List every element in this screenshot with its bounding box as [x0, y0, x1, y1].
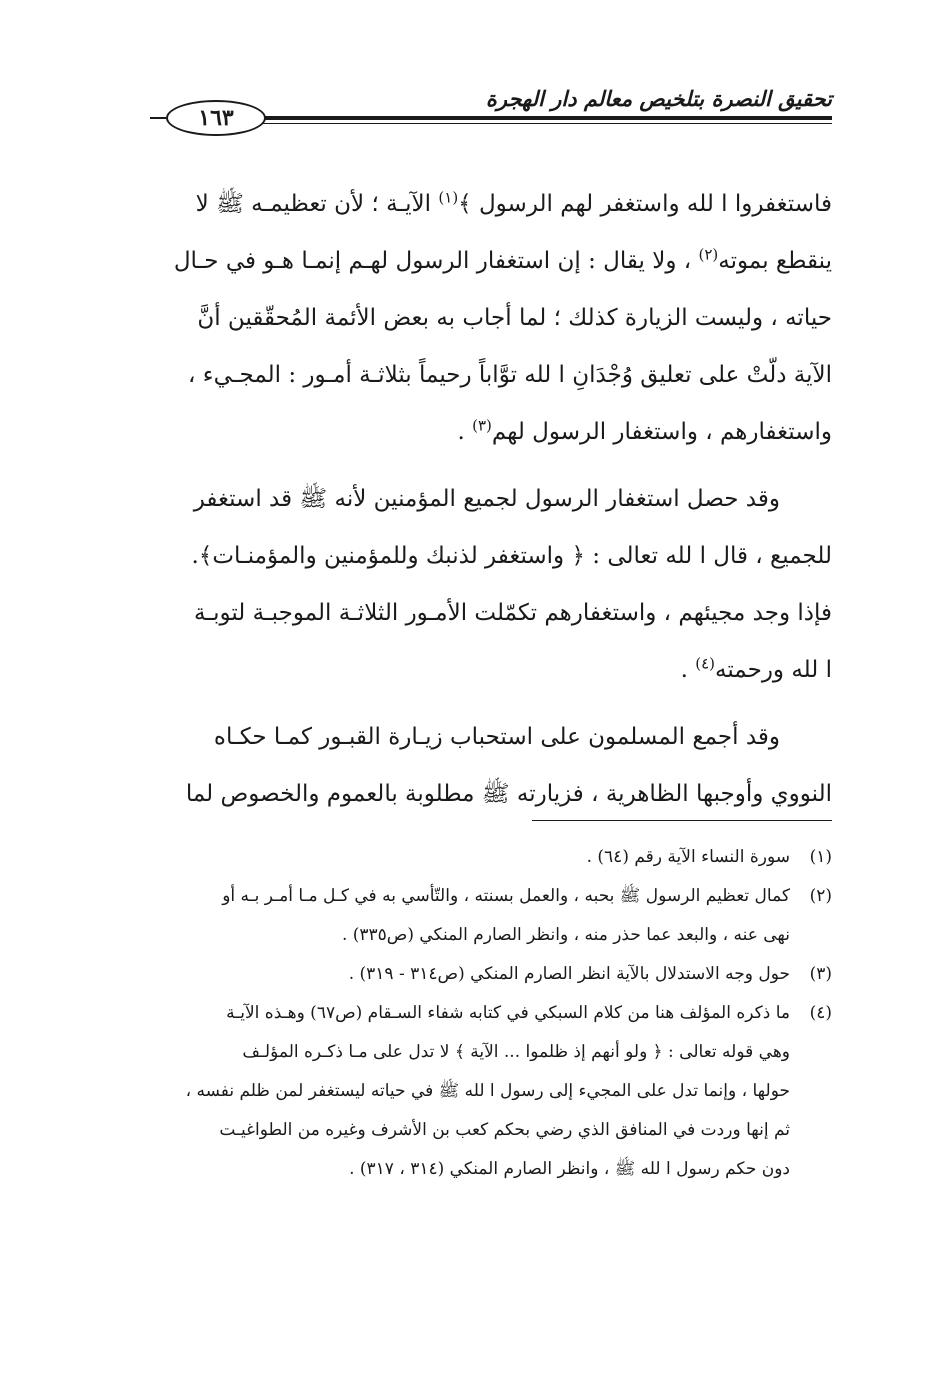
page-number: ١٦٣	[198, 105, 234, 131]
footnote-1	[145, 838, 832, 877]
paragraph-1-line-3: حياته ، وليست الزيارة كذلك ؛ لما أجاب به بعض الأئمة المُحقّقين أنَّ	[197, 305, 832, 331]
footnote-ref-4: (٤)	[695, 654, 716, 673]
footnote-line: حولها ، وإنما تدل على المجيء إلى رسول ا لله ﷺ في حياته ليستغفر لمن ظلم نفسه ،	[185, 1081, 790, 1101]
footnote-line: كمال تعظيم الرسول ﷺ بحبه ، والعمل بسنته ، والتّأسي به في كـل مـا أمـر بـه أو	[222, 886, 790, 906]
footnotes	[145, 838, 832, 1189]
footnote-text	[145, 955, 790, 994]
text-run: الآيـة ؛ لأن تعظيمـه ﷺ لا	[195, 191, 439, 217]
footnote-line: نهى عنه ، والبعد عما حذر منه ، وانظر الصارم المنكي (ص٣٣٥) .	[341, 925, 790, 945]
footnote-line: ثم إنها وردت في المنافق الذي رضي بحكم كعب بن الأشرف وغيره من الطواغيـت	[219, 1120, 790, 1140]
header-rule-thin	[250, 123, 832, 124]
footnote-line: وهي قوله تعالى : ﴿ ولو أنهم إذ ظلموا ... الآية ﴾ لا تدل على مـا ذكـره المؤلـف	[242, 1042, 790, 1062]
footnote-line: حول وجه الاستدلال بالآية انظر الصارم المنكي (ص٣١٤ - ٣١٩) .	[348, 964, 790, 984]
paragraph-1-line-2	[145, 233, 832, 290]
paragraph-2-line-2: للجميع ، قال ا لله تعالى : ﴿ واستغفر لذنبك وللمؤمنين والمؤمنـات﴾.	[191, 543, 832, 569]
text-run: .	[680, 657, 696, 683]
header-rule-thick	[250, 116, 832, 120]
footnote-line: دون حكم رسول ا لله ﷺ ، وانظر الصارم المنكي (٣١٤ ، ٣١٧) .	[349, 1159, 790, 1179]
footnote-2	[145, 877, 832, 955]
running-title: تحقيق النصرة بتلخيص معالم دار الهجرة	[485, 86, 832, 111]
footnote-line: سورة النساء الآية رقم (٦٤) .	[586, 847, 790, 867]
footnote-text	[145, 838, 790, 877]
footnote-4	[145, 994, 832, 1189]
paragraph-2-line-3: فإذا وجد مجيئهم ، واستغفارهم تكمّلت الأمـور الثلاثـة الموجبـة لتوبـة	[194, 600, 832, 626]
header-rule-stub	[150, 117, 166, 119]
footnote-ref-2: (٢)	[698, 245, 719, 264]
footnote-ref-1: (١)	[438, 188, 459, 207]
paragraph-3-line-1: وقد أجمع المسلمون على استحباب زيـارة القبـور كمـا حكـاه	[213, 724, 780, 750]
paragraph-3-line-2: النووي وأوجبها الظاهرية ، فزيارته ﷺ مطلوبة بالعموم والخصوص لما	[185, 781, 832, 807]
paragraph-1-line-4: الآية دلّتْ على تعليق وُجْدَانِ ا لله توَّاباً رحيماً بثلاثـة أمـور : المجـيء ،	[188, 362, 832, 388]
footnote-separator	[532, 820, 832, 821]
main-text	[145, 176, 832, 823]
paragraph-1-line-5	[145, 404, 832, 461]
footnote-number: (٣)	[809, 964, 832, 984]
text-run: ا لله ورحمته	[715, 657, 832, 683]
text-run: واستغفارهم ، واستغفار الرسول لهم	[491, 419, 832, 445]
footnote-number: (٢)	[809, 886, 832, 906]
page-number-frame	[166, 100, 266, 136]
text-run: ، ولا يقال : إن استغفار الرسول لهـم إنمـا هـو في حـال	[173, 248, 699, 274]
footnote-ref-3: (٣)	[472, 416, 492, 435]
paragraph-2-line-1: وقد حصل استغفار الرسول لجميع المؤمنين لأنه ﷺ قد استغفر	[193, 486, 780, 512]
text-run: .	[457, 419, 473, 445]
footnote-line: ما ذكره المؤلف هنا من كلام السبكي في كتابه شفاء السـقام (ص٦٧) وهـذه الآيـة	[226, 1003, 790, 1023]
footnote-text	[145, 877, 790, 955]
text-run: ينقطع بموته	[718, 248, 832, 274]
footnote-text	[145, 994, 790, 1189]
page-header	[150, 86, 832, 136]
footnote-3	[145, 955, 832, 994]
paragraph-1-line-1	[145, 176, 832, 233]
footnote-number: (٤)	[809, 1003, 832, 1023]
footnote-number: (١)	[809, 847, 832, 867]
text-run: فاستغفروا ا لله واستغفر لهم الرسول ﴾	[458, 191, 832, 217]
paragraph-2-line-4	[145, 642, 832, 699]
